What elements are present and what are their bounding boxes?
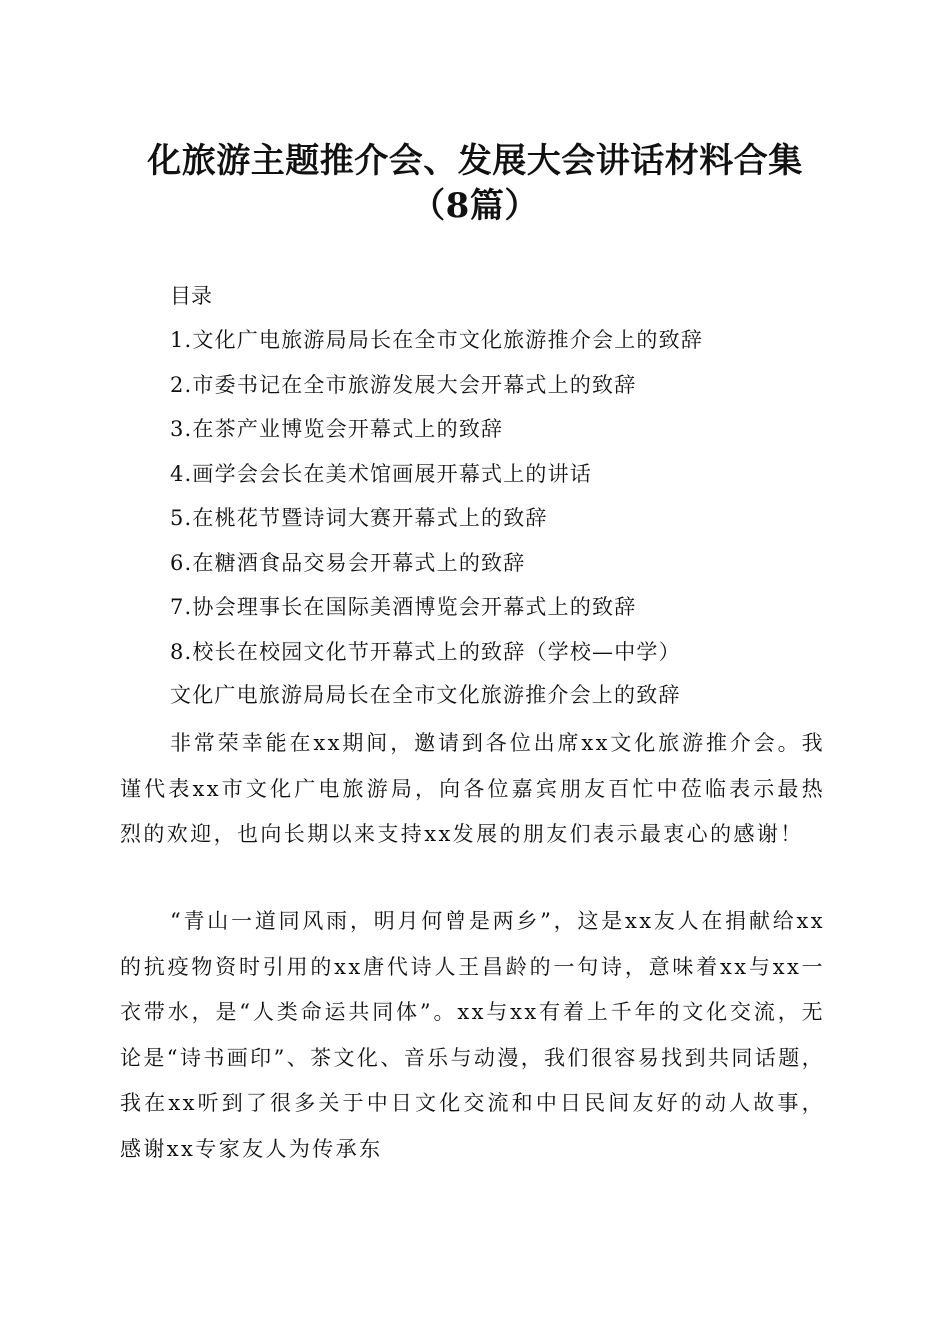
table-of-contents bbox=[170, 325, 703, 681]
toc-item-6: 6.在糖酒食品交易会开幕式上的致辞 bbox=[170, 550, 526, 575]
body-paragraph-1: 非常荣幸能在xx期间，邀请到各位出席xx文化旅游推介会。我谨代表xx市文化广电旅游局，向各位嘉宾朋友百忙中莅临表示最热烈的欢迎，也向长期以来支持xx发展的朋友们表示最衷心的感谢！ bbox=[120, 731, 825, 846]
document-title-line2: （8篇） bbox=[411, 186, 539, 226]
toc-item-2: 2.市委书记在全市旅游发展大会开幕式上的致辞 bbox=[170, 372, 637, 397]
toc-item-1: 1.文化广电旅游局局长在全市文化旅游推介会上的致辞 bbox=[170, 328, 704, 352]
body-paragraph-2: “青山一道同风雨，明月何曾是两乡”，这是xx友人在捐献给xx的抗疫物资时引用的xx唐代诗人王昌龄的一句诗，意味着xx与xx一衣带水，是“人类命运共同体”。xx与xx有着上千年的文化交流，无论是“诗书画印”、茶文化、音乐与动漫，我们很容易找到共同话题，我在xx听到了很多关于中日文化交流和中日民间友好的动人故事，感谢xx专家友人为传承东 bbox=[120, 909, 825, 1161]
toc-item-5: 5.在桃花节暨诗词大赛开幕式上的致辞 bbox=[170, 506, 548, 530]
section-title: 文化广电旅游局局长在全市文化旅游推介会上的致辞 bbox=[170, 683, 681, 707]
document-title-line1: 化旅游主题推介会、发展大会讲话材料合集 bbox=[147, 141, 803, 181]
toc-item-7: 7.协会理事长在国际美酒博览会开幕式上的致辞 bbox=[170, 595, 637, 619]
toc-item-4: 4.画学会会长在美术馆画展开幕式上的讲话 bbox=[170, 461, 593, 486]
toc-item-8: 8.校长在校园文化节开幕式上的致辞（学校—中学） bbox=[170, 639, 681, 664]
toc-heading: 目录 bbox=[170, 284, 212, 308]
toc-item-3: 3.在茶产业博览会开幕式上的致辞 bbox=[170, 417, 504, 441]
